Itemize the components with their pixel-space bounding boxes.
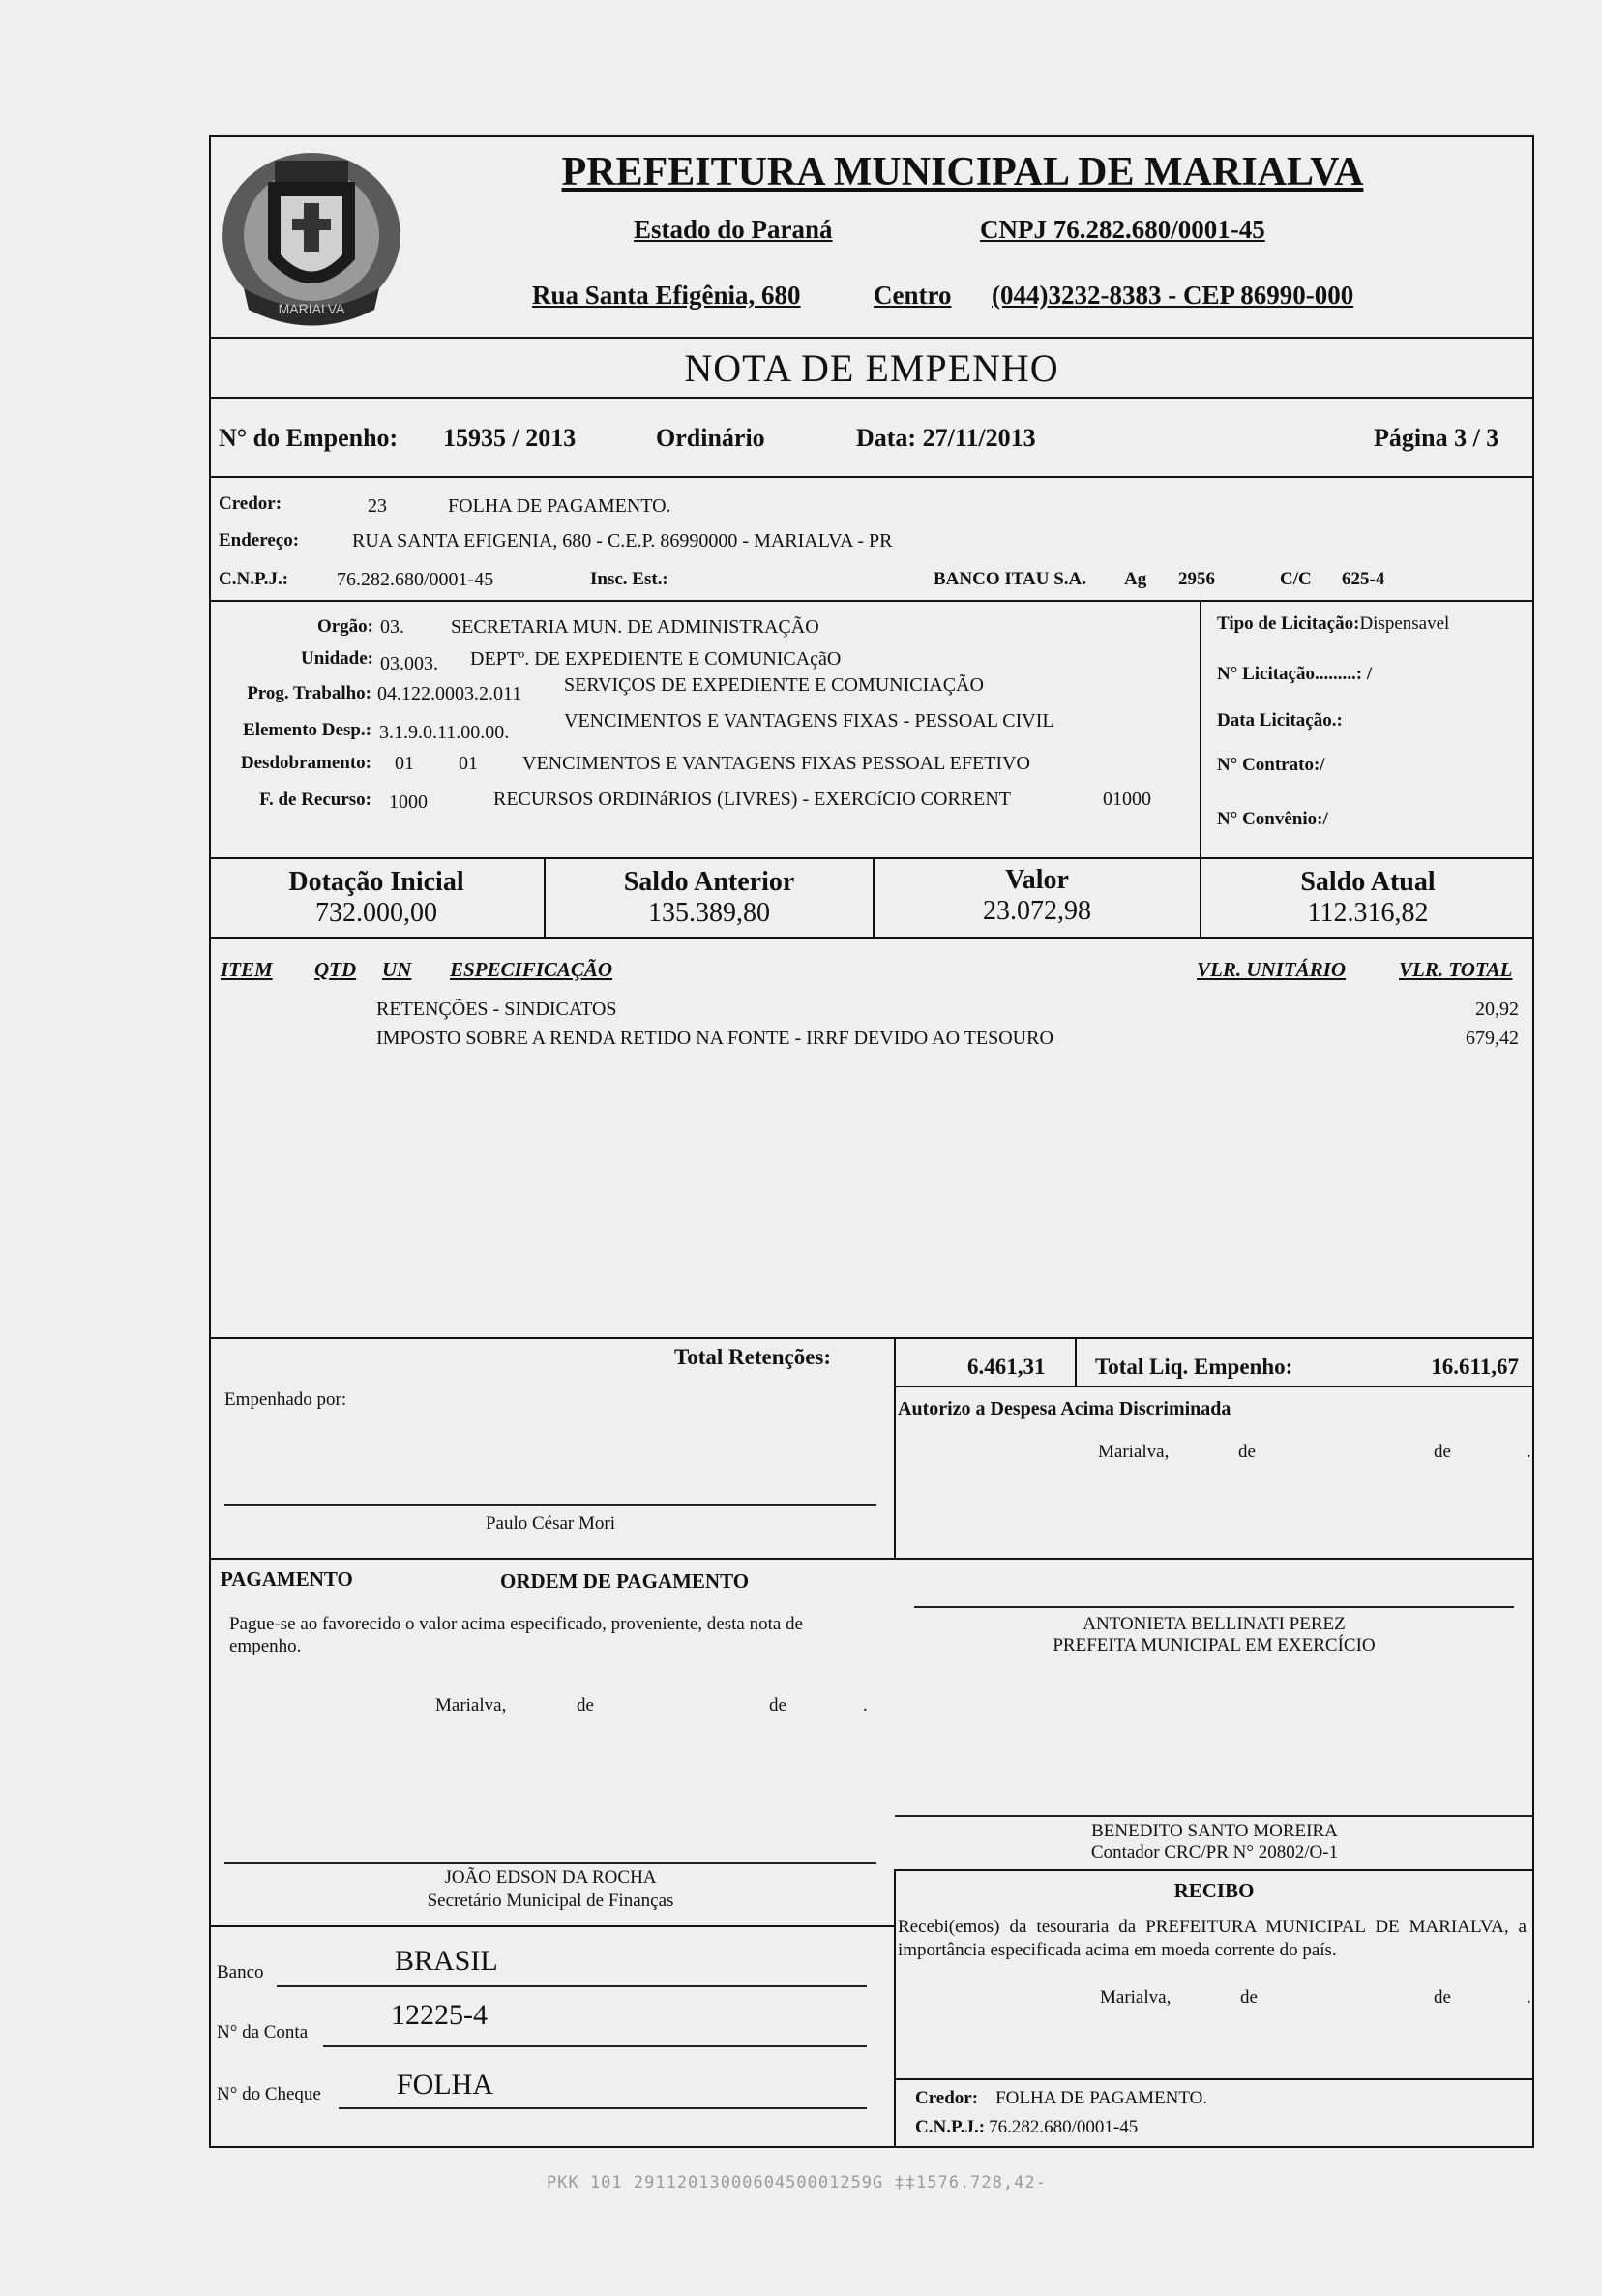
cheque-value: FOLHA [397, 2069, 494, 2101]
prog-name: SERVIÇOS DE EXPEDIENTE E COMUNICIAÇÃO [564, 674, 984, 696]
balance-valor-label: Valor [1005, 865, 1069, 895]
empenhado-por-label: Empenhado por: [224, 1389, 347, 1410]
recibo-de-2: de [1434, 1987, 1451, 2008]
orgao-name: SECRETARIA MUN. DE ADMINISTRAÇÃO [451, 616, 819, 638]
bank-stamp: PKK 101 2911201300060450001259G ‡‡1576.728,42- [547, 2173, 1047, 2192]
desdobramento-code-1: 01 [395, 753, 414, 774]
desdobramento-code-2: 01 [459, 753, 478, 774]
header-title: PREFEITURA MUNICIPAL DE MARIALVA [561, 150, 1364, 194]
agency-label: Ag [1124, 569, 1147, 589]
header-address: Rua Santa Efigênia, 680 [532, 281, 801, 310]
col-item: ITEM [221, 958, 273, 981]
orgao-code: 03. [380, 616, 404, 638]
balance-saldo-atual-label: Saldo Atual [1300, 867, 1436, 897]
total-liquido-label: Total Liq. Empenho: [1095, 1355, 1293, 1379]
recurso-code-2: 01000 [1103, 789, 1151, 810]
credor-address: RUA SANTA EFIGENIA, 680 - C.E.P. 86990000 - MARIALVA - PR [352, 530, 893, 552]
credor-label: Credor: [219, 493, 282, 514]
elemento-code: 3.1.9.0.11.00.00. [379, 722, 510, 743]
recurso-label: F. de Recurso: [259, 790, 371, 810]
recibo-credor-label: Credor: [915, 2088, 979, 2108]
balance-valor-value: 23.072,98 [983, 896, 1091, 926]
header-district: Centro [874, 281, 952, 310]
elemento-name: VENCIMENTOS E VANTAGENS FIXAS - PESSOAL CIVIL [564, 710, 1054, 731]
tipo-licitacao-value: Dispensavel [1359, 613, 1450, 634]
prefeita-name: ANTONIETA BELLINATI PEREZ [1083, 1614, 1346, 1634]
autorizo-text: Autorizo a Despesa Acima Discriminada [898, 1398, 1231, 1419]
ordem-de-2: de [769, 1695, 786, 1715]
elemento-label: Elemento Desp.: [243, 720, 371, 740]
svg-text:MARIALVA: MARIALVA [278, 301, 345, 316]
recibo-title: RECIBO [1173, 1879, 1255, 1902]
ordem-marialva: Marialva, [435, 1695, 507, 1715]
balance-saldo-anterior [546, 867, 873, 929]
pague-se-text: Pague-se ao favorecido o valor acima especificado, proveniente, desta nota de empenho. [229, 1614, 803, 1656]
prog-code: 04.122.0003.2.011 [377, 683, 522, 704]
tipo-licitacao-label: Tipo de Licitação: [1217, 613, 1360, 634]
numero-convenio: N° Convênio:/ [1217, 809, 1328, 829]
account-number: 625-4 [1342, 569, 1385, 589]
insc-label: Insc. Est.: [590, 569, 668, 589]
header-cnpj: CNPJ 76.282.680/0001-45 [980, 215, 1265, 244]
recibo-marialva: Marialva, [1100, 1987, 1172, 2008]
empenhado-por-name: Paulo César Mori [485, 1513, 616, 1534]
recibo-cnpj [915, 2117, 1138, 2138]
col-valor-total: VLR. TOTAL [1399, 958, 1513, 981]
total-liquido-value: 16.611,67 [1431, 1355, 1519, 1379]
recibo-credor-value: FOLHA DE PAGAMENTO. [995, 2088, 1208, 2108]
header-phone-cep: (044)3232-8383 - CEP 86990-000 [992, 281, 1354, 310]
recibo-dot: . [1527, 1987, 1531, 2008]
recibo-de-1: de [1240, 1987, 1258, 2008]
autorizo-de-2: de [1434, 1442, 1451, 1462]
credor-code: 23 [368, 495, 387, 517]
numero-licitacao: N° Licitação.........: / [1217, 664, 1373, 684]
unidade-name: DEPTº. DE EXPEDIENTE E COMUNICAçãO [470, 648, 842, 670]
item-total: 679,42 [1466, 1028, 1519, 1049]
col-un: UN [382, 958, 412, 981]
empenho-type: Ordinário [656, 424, 765, 452]
tipo-licitacao [1217, 613, 1449, 635]
balance-dotacao-value: 732.000,00 [315, 898, 437, 928]
balance-saldo-atual-value: 112.316,82 [1307, 898, 1429, 928]
balance-saldo-anterior-label: Saldo Anterior [623, 867, 795, 897]
recurso-code: 1000 [389, 791, 428, 813]
recurso-name: RECURSOS ORDINáRIOS (LIVRES) - EXERCíCIO CORRENT [493, 789, 1012, 810]
balance-valor [875, 865, 1200, 927]
agency-number: 2956 [1178, 569, 1215, 589]
item-spec: RETENÇÕES - SINDICATOS [376, 999, 617, 1020]
orgao-label: Orgão: [316, 616, 373, 637]
empenho-label: N° do Empenho: [219, 424, 399, 452]
cheque-label: N° do Cheque [217, 2084, 321, 2104]
autorizo-dot: . [1527, 1442, 1531, 1462]
col-especificacao: ESPECIFICAÇÃO [450, 958, 613, 981]
total-retencoes-label: Total Retenções: [674, 1345, 832, 1369]
col-valor-unitario: VLR. UNITÁRIO [1197, 958, 1347, 981]
contador-title: Contador CRC/PR N° 20802/O-1 [1090, 1842, 1339, 1863]
item-spec: IMPOSTO SOBRE A RENDA RETIDO NA FONTE - IRRF DEVIDO AO TESOURO [376, 1028, 1053, 1049]
page-number: Página 3 / 3 [1374, 424, 1499, 452]
conta-label: N° da Conta [217, 2022, 309, 2043]
total-retencoes-value: 6.461,31 [967, 1355, 1046, 1379]
unidade-label: Unidade: [301, 648, 373, 669]
address-label: Endereço: [219, 530, 300, 551]
ordem-pagamento-label: ORDEM DE PAGAMENTO [500, 1569, 750, 1593]
numero-contrato: N° Contrato:/ [1217, 755, 1325, 775]
recibo-cnpj-label: C.N.P.J.: [915, 2117, 986, 2137]
balance-dotacao [209, 867, 544, 929]
autorizo-marialva: Marialva, [1098, 1442, 1170, 1462]
desdobramento-label: Desdobramento: [240, 753, 371, 773]
balance-dotacao-label: Dotação Inicial [288, 867, 464, 897]
header-state: Estado do Paraná [634, 215, 833, 244]
col-qtd: QTD [314, 958, 357, 981]
ordem-dot: . [863, 1695, 868, 1715]
recibo-credor [915, 2088, 1207, 2109]
credor-cnpj: 76.282.680/0001-45 [337, 569, 494, 590]
balance-saldo-atual [1202, 867, 1534, 929]
prog-label: Prog. Trabalho: [247, 683, 371, 703]
unidade-code: 03.003. [380, 653, 438, 674]
data-licitacao: Data Licitação.: [1217, 710, 1343, 731]
banco-label: Banco [217, 1962, 264, 1983]
contador-name: BENEDITO SANTO MOREIRA [1091, 1821, 1338, 1841]
recibo-text: Recebi(emos) da tesouraria da PREFEITURA MUNICIPAL DE MARIALVA, a importância especificada acima em moeda corrente do país. [898, 1917, 1527, 1960]
secretario-title: Secretário Municipal de Finanças [427, 1891, 674, 1911]
banco-value: BRASIL [395, 1945, 498, 1977]
desdobramento-name: VENCIMENTOS E VANTAGENS FIXAS PESSOAL EFETIVO [522, 753, 1030, 774]
autorizo-de-1: de [1238, 1442, 1256, 1462]
account-label: C/C [1280, 569, 1312, 589]
cnpj-label: C.N.P.J.: [219, 569, 289, 589]
ordem-de-1: de [577, 1695, 594, 1715]
municipal-crest [215, 143, 408, 337]
item-total: 20,92 [1475, 999, 1519, 1020]
prefeita-title: PREFEITA MUNICIPAL EM EXERCÍCIO [1053, 1635, 1376, 1655]
balance-saldo-anterior-value: 135.389,80 [648, 898, 770, 928]
empenho-date: Data: 27/11/2013 [856, 424, 1036, 452]
pagamento-label: PAGAMENTO [221, 1567, 353, 1591]
conta-value: 12225-4 [391, 1999, 488, 2031]
credor-name: FOLHA DE PAGAMENTO. [448, 495, 671, 517]
document-title: NOTA DE EMPENHO [684, 346, 1059, 390]
recibo-cnpj-value: 76.282.680/0001-45 [989, 2117, 1139, 2137]
empenho-number: 15935 / 2013 [443, 424, 577, 452]
bank-name: BANCO ITAU S.A. [934, 569, 1087, 589]
secretario-name: JOÃO EDSON DA ROCHA [444, 1867, 657, 1888]
